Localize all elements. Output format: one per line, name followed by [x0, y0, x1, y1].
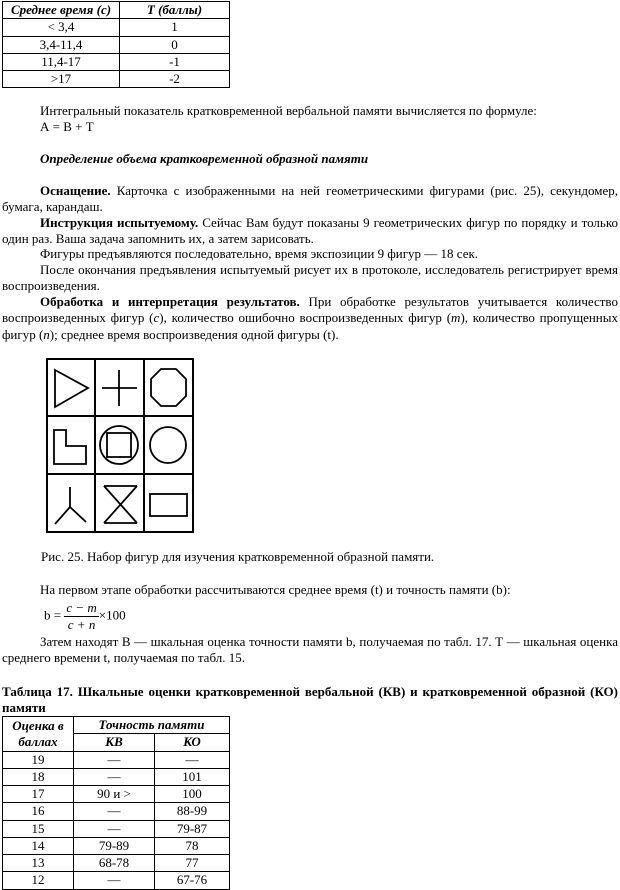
- table-cell: —: [74, 872, 155, 889]
- table-cell: 68-78: [74, 855, 155, 872]
- table-cell: -2: [120, 71, 230, 88]
- table-cell: 11,4-17: [3, 53, 120, 70]
- table-cell: 19: [3, 751, 74, 768]
- table-header: Среднее время (с): [3, 2, 120, 19]
- circle-icon: [150, 427, 186, 463]
- var-c: c: [153, 310, 160, 326]
- table-cell: 79-89: [74, 837, 155, 854]
- table-row: [3, 837, 230, 854]
- b-formula-denominator: c + n: [67, 617, 96, 633]
- then-paragraph: Затем находят В — шкальная оценка точности памяти b, получаемая по табл. 17. Т — шкальная оценка среднего времени t, получаемая по табл. 15.: [2, 634, 618, 666]
- table-17: [2, 716, 230, 890]
- processing-text-4: ); среднее время воспроизведения одной фигуры (t).: [49, 326, 339, 342]
- table-row: [3, 768, 230, 785]
- b-formula-lhs: b =: [44, 607, 62, 623]
- equipment-label: Оснащение.: [40, 183, 111, 198]
- table-row: [3, 36, 230, 53]
- plus-icon: [102, 370, 137, 406]
- table-cell: 78: [155, 837, 230, 854]
- figure-25-shapes: [46, 358, 194, 533]
- processing-label: Обработка и интерпретация результатов.: [40, 294, 300, 309]
- processing-paragraph: [2, 294, 618, 343]
- var-n: n: [43, 326, 50, 342]
- table-cell: 100: [155, 786, 230, 803]
- after-paragraph: После окончания предъявления испытуемый рисует их в протоколе, исследователь регистрирует время воспроизведения.: [2, 262, 618, 294]
- b-formula-rhs: ×100: [98, 607, 126, 623]
- table-cell: 88-99: [155, 803, 230, 820]
- processing-text-1: При обработке результатов учитывается количество воспроизведенных фигур (: [2, 294, 618, 326]
- table-cell: 3,4-11,4: [3, 36, 120, 53]
- table-cell: < 3,4: [3, 19, 120, 36]
- table-row: [3, 71, 230, 88]
- table-cell: 16: [3, 803, 74, 820]
- var-m: m: [451, 310, 461, 326]
- table-cell: —: [74, 751, 155, 768]
- table-cell: 79-87: [155, 820, 230, 837]
- table-row: [3, 803, 230, 820]
- section-title: Определение объема кратковременной образной памяти: [40, 151, 369, 166]
- table-row: [3, 751, 230, 768]
- table-header: T (баллы): [120, 2, 230, 19]
- table-cell: 14: [3, 837, 74, 854]
- formula: А = В + Т: [40, 119, 94, 134]
- rectangle-icon: [150, 494, 187, 516]
- figures-paragraph: Фигуры предъявляются последовательно, время экспозиции 9 фигур — 18 сек.: [40, 246, 479, 261]
- table-cell: —: [155, 751, 230, 768]
- triangle-icon: [55, 370, 88, 407]
- stage1-paragraph: На первом этапе обработки рассчитываются среднее время (t) и точность памяти (b):: [40, 582, 511, 597]
- table-15: [2, 1, 230, 88]
- formula-intro: Интегральный показатель кратковременной вербальной памяти вычисляется по формуле:: [40, 103, 537, 118]
- table-cell: 12: [3, 872, 74, 889]
- table-row: [3, 53, 230, 70]
- equipment-text: Карточка с изображенными на ней геометрическими фигурами (рис. 25), секундомер, бумага, карандаш.: [2, 183, 618, 215]
- table-cell: 101: [155, 768, 230, 785]
- table-row: [3, 855, 230, 872]
- table-cell: 90 и >: [74, 786, 155, 803]
- table-row: [3, 820, 230, 837]
- table-cell: 0: [120, 36, 230, 53]
- table-cell: 13: [3, 855, 74, 872]
- table-header: КО: [155, 734, 230, 751]
- table-cell: 1: [120, 19, 230, 36]
- table-cell: -1: [120, 53, 230, 70]
- table-header: Точность памяти: [74, 717, 230, 734]
- processing-text-2: ), количество ошибочно воспроизведенных фигур (: [159, 310, 452, 326]
- table-cell: 67-76: [155, 872, 230, 889]
- figure-caption: Рис. 25. Набор фигур для изучения кратковременной образной памяти.: [41, 549, 435, 564]
- instruction-label: Инструкция испытуемому.: [40, 215, 199, 230]
- table-cell: 15: [3, 820, 74, 837]
- table-cell: 18: [3, 768, 74, 785]
- table-cell: —: [74, 820, 155, 837]
- table17-title: Таблица 17. Шкальные оценки кратковременной вербальной (КВ) и кратковременной образной (КО) памяти: [2, 684, 618, 716]
- table-cell: >17: [3, 71, 120, 88]
- table-cell: 17: [3, 786, 74, 803]
- instruction-text: Сейчас Вам будут показаны 9 геометрических фигур по порядку и только один раз. Ваша задача запомнить их, а затем зарисовать.: [2, 215, 618, 247]
- table-cell: —: [74, 803, 155, 820]
- table-header: КВ: [74, 734, 155, 751]
- b-formula-fraction: [64, 600, 98, 634]
- l-shape-icon: [54, 430, 86, 464]
- table-cell: 77: [155, 855, 230, 872]
- octagon-icon: [151, 369, 186, 406]
- table-row: [3, 872, 230, 889]
- instruction-paragraph: [2, 215, 618, 248]
- processing-text-3: ), количество пропущенных фигур (: [2, 310, 618, 342]
- table-cell: —: [74, 768, 155, 785]
- table-row: [3, 786, 230, 803]
- square-in-circle-icon: [100, 426, 138, 464]
- y-shape-icon: [55, 487, 86, 524]
- hourglass-icon: [104, 486, 137, 523]
- b-formula-numerator: c − m: [64, 600, 98, 617]
- table-header: Оценка в баллах: [3, 717, 74, 752]
- equipment-paragraph: [2, 183, 618, 216]
- b-formula: [44, 600, 126, 634]
- table-row: [3, 19, 230, 36]
